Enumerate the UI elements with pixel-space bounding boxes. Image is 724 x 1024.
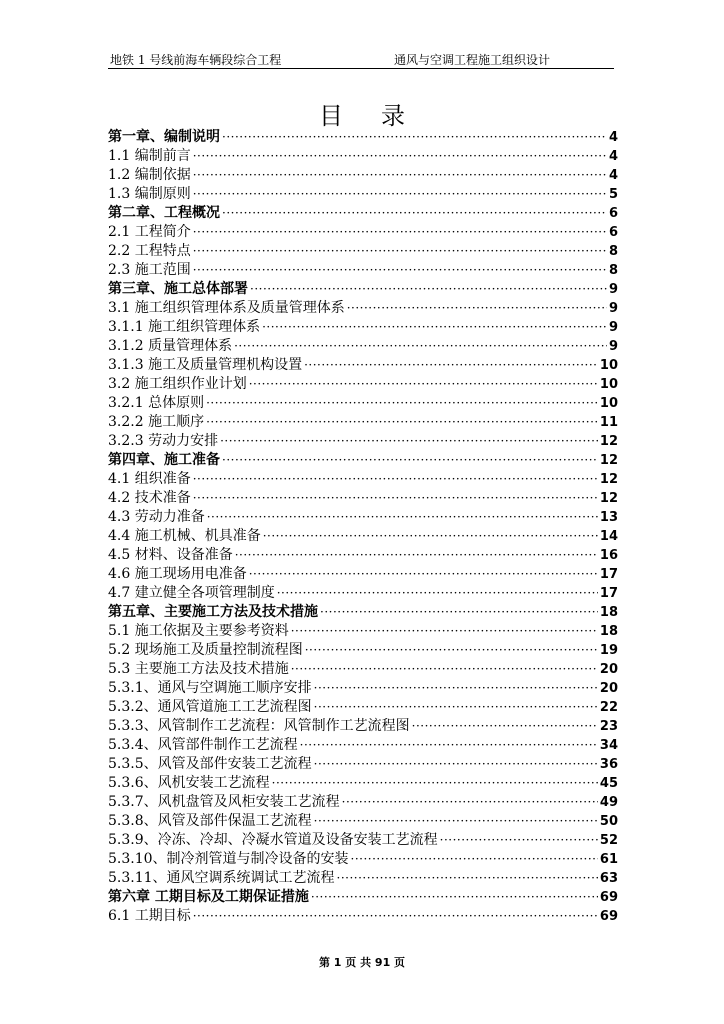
toc-section-entry[interactable] — [108, 679, 618, 698]
toc-dot-leader — [314, 755, 598, 774]
toc-entry-label: 2.1 工程简介 — [108, 224, 191, 240]
toc-entry-page-number: 49 — [599, 795, 618, 810]
page-header — [108, 48, 614, 69]
toc-entry-page-number: 18 — [599, 624, 618, 639]
toc-section-entry[interactable] — [108, 622, 618, 641]
toc-entry-page-number: 12 — [599, 434, 618, 449]
toc-entry-label: 4.3 劳动力准备 — [108, 509, 205, 525]
toc-entry-label: 5.1 施工依据及主要参考资料 — [108, 623, 289, 639]
page-title: 目录 — [319, 102, 443, 130]
toc-entry-label: 5.3.2、通风管道施工工艺流程图 — [108, 699, 312, 715]
toc-entry-label: 第一章、编制说明 — [108, 129, 220, 145]
toc-entry-page-number: 13 — [599, 510, 618, 525]
toc-chapter-entry[interactable] — [108, 451, 618, 470]
toc-entry-label: 3.1.2 质量管理体系 — [108, 338, 233, 354]
toc-dot-leader — [291, 622, 598, 641]
toc-entry-label: 5.3.10、制冷剂管道与制冷设备的安装 — [108, 851, 349, 867]
toc-section-entry[interactable] — [108, 698, 618, 717]
toc-dot-leader — [207, 508, 598, 527]
toc-entry-page-number: 16 — [599, 548, 618, 563]
toc-entry-page-number: 69 — [599, 890, 618, 905]
toc-section-entry[interactable] — [108, 337, 618, 356]
toc-entry-page-number: 10 — [599, 377, 618, 392]
toc-section-entry[interactable] — [108, 774, 618, 793]
toc-section-entry[interactable] — [108, 223, 618, 242]
toc-entry-label: 5.3.6、风机安装工艺流程 — [108, 775, 270, 791]
toc-entry-label: 6.1 工期目标 — [108, 908, 191, 924]
toc-entry-label: 3.1.3 施工及质量管理机构设置 — [108, 357, 303, 373]
toc-entry-label: 4.5 材料、设备准备 — [108, 547, 233, 563]
toc-dot-leader — [320, 603, 598, 622]
toc-entry-page-number: 50 — [599, 814, 618, 829]
toc-entry-label: 3.2 施工组织作业计划 — [108, 376, 247, 392]
toc-section-entry[interactable] — [108, 489, 618, 508]
toc-dot-leader — [263, 527, 598, 546]
toc-chapter-entry[interactable] — [108, 128, 618, 147]
toc-entry-page-number: 45 — [599, 776, 618, 791]
toc-dot-leader — [193, 147, 607, 166]
toc-entry-label: 4.7 建立健全各项管理制度 — [108, 585, 275, 601]
toc-dot-leader — [249, 565, 598, 584]
toc-entry-page-number: 11 — [599, 415, 618, 430]
toc-section-entry[interactable] — [108, 793, 618, 812]
toc-dot-leader — [347, 299, 607, 318]
toc-entry-page-number: 63 — [599, 871, 618, 886]
toc-chapter-entry[interactable] — [108, 280, 618, 299]
toc-entry-label: 3.1 施工组织管理体系及质量管理体系 — [108, 300, 345, 316]
toc-entry-label: 第二章、工程概况 — [108, 205, 220, 221]
toc-dot-leader — [272, 774, 598, 793]
toc-entry-page-number: 14 — [599, 529, 618, 544]
toc-entry-page-number: 17 — [599, 586, 618, 601]
toc-section-entry[interactable] — [108, 869, 618, 888]
toc-section-entry[interactable] — [108, 470, 618, 489]
toc-entry-page-number: 9 — [608, 301, 618, 316]
toc-chapter-entry[interactable] — [108, 204, 618, 223]
toc-entry-page-number: 20 — [599, 681, 618, 696]
toc-entry-label: 4.6 施工现场用电准备 — [108, 566, 247, 582]
toc-section-entry[interactable] — [108, 299, 618, 318]
toc-chapter-entry[interactable] — [108, 888, 618, 907]
toc-section-entry[interactable] — [108, 736, 618, 755]
toc-entry-label: 4.4 施工机械、机具准备 — [108, 528, 261, 544]
toc-dot-leader — [193, 489, 598, 508]
toc-entry-page-number: 10 — [599, 358, 618, 373]
page-footer: 第 1 页 共 91 页 — [318, 956, 406, 969]
toc-section-entry[interactable] — [108, 850, 618, 869]
toc-entry-page-number: 12 — [599, 472, 618, 487]
toc-entry-label: 5.3.5、风管及部件安装工艺流程 — [108, 756, 312, 772]
toc-entry-label: 第四章、施工准备 — [108, 452, 220, 468]
toc-entry-page-number: 9 — [608, 339, 618, 354]
toc-dot-leader — [314, 679, 598, 698]
toc-entry-page-number: 4 — [608, 168, 618, 183]
toc-dot-leader — [193, 470, 598, 489]
toc-dot-leader — [250, 280, 607, 299]
toc-entry-label: 5.2 现场施工及质量控制流程图 — [108, 642, 303, 658]
toc-entry-page-number: 4 — [608, 149, 618, 164]
toc-entry-page-number: 6 — [608, 225, 618, 240]
toc-entry-page-number: 12 — [599, 491, 618, 506]
toc-section-entry[interactable] — [108, 660, 618, 679]
toc-entry-label: 5.3.8、风管及部件保温工艺流程 — [108, 813, 312, 829]
toc-entry-label: 5.3.1、通风与空调施工顺序安排 — [108, 680, 312, 696]
toc-dot-leader — [342, 793, 598, 812]
toc-entry-label: 5.3.9、冷冻、冷却、冷凝水管道及设备安装工艺流程 — [108, 832, 438, 848]
toc-section-entry[interactable] — [108, 527, 618, 546]
toc-entry-label: 2.3 施工范围 — [108, 262, 191, 278]
toc-dot-leader — [206, 394, 598, 413]
toc-entry-label: 4.2 技术准备 — [108, 490, 191, 506]
toc-entry-page-number: 19 — [599, 643, 618, 658]
toc-dot-leader — [351, 850, 598, 869]
header-project-name: 地铁 1 号线前海车辆段综合工程 — [110, 53, 282, 67]
toc-dot-leader — [412, 717, 598, 736]
toc-entry-label: 1.1 编制前言 — [108, 148, 191, 164]
toc-dot-leader — [222, 128, 607, 147]
toc-entry-label: 2.2 工程特点 — [108, 243, 191, 259]
toc-entry-label: 4.1 组织准备 — [108, 471, 191, 487]
toc-section-entry[interactable] — [108, 584, 618, 603]
toc-dot-leader — [440, 831, 598, 850]
toc-section-entry[interactable] — [108, 755, 618, 774]
toc-section-entry[interactable] — [108, 413, 618, 432]
toc-entry-label: 第三章、施工总体部署 — [108, 281, 248, 297]
toc-dot-leader — [220, 432, 598, 451]
toc-entry-label: 5.3 主要施工方法及技术措施 — [108, 661, 289, 677]
toc-dot-leader — [193, 242, 607, 261]
toc-section-entry[interactable] — [108, 831, 618, 850]
toc-dot-leader — [235, 546, 598, 565]
toc-dot-leader — [314, 812, 598, 831]
toc-entry-page-number: 9 — [608, 282, 618, 297]
toc-section-entry[interactable] — [108, 432, 618, 451]
toc-dot-leader — [305, 641, 598, 660]
toc-section-entry[interactable] — [108, 641, 618, 660]
toc-section-entry[interactable] — [108, 356, 618, 375]
toc-section-entry[interactable] — [108, 717, 618, 736]
toc-dot-leader — [291, 660, 598, 679]
toc-entry-page-number: 34 — [599, 738, 618, 753]
toc-section-entry[interactable] — [108, 318, 618, 337]
toc-entry-label: 3.1.1 施工组织管理体系 — [108, 319, 261, 335]
toc-dot-leader — [193, 261, 607, 280]
toc-dot-leader — [222, 451, 598, 470]
toc-section-entry[interactable] — [108, 375, 618, 394]
toc-entry-page-number: 69 — [599, 909, 618, 924]
toc-dot-leader — [311, 888, 598, 907]
toc-dot-leader — [193, 907, 598, 926]
toc-dot-leader — [304, 356, 598, 375]
toc-section-entry[interactable] — [108, 242, 618, 261]
toc-entry-page-number: 5 — [608, 187, 618, 202]
toc-dot-leader — [277, 584, 598, 603]
toc-section-entry[interactable] — [108, 565, 618, 584]
header-document-name: 通风与空调工程施工组织设计 — [394, 53, 551, 67]
toc-dot-leader — [193, 185, 607, 204]
toc-dot-leader — [249, 375, 598, 394]
toc-entry-page-number: 18 — [599, 605, 618, 620]
toc-section-entry[interactable] — [108, 546, 618, 565]
toc-entry-label: 3.2.3 劳动力安排 — [108, 433, 219, 449]
toc-section-entry[interactable] — [108, 261, 618, 280]
toc-entry-page-number: 22 — [599, 700, 618, 715]
toc-dot-leader — [193, 166, 607, 185]
toc-section-entry[interactable] — [108, 508, 618, 527]
toc-entry-page-number: 23 — [599, 719, 618, 734]
toc-entry-page-number: 6 — [608, 206, 618, 221]
toc-section-entry[interactable] — [108, 147, 618, 166]
toc-entry-label: 1.2 编制依据 — [108, 167, 191, 183]
toc-dot-leader — [262, 318, 607, 337]
toc-dot-leader — [314, 698, 598, 717]
toc-entry-label: 5.3.4、风管部件制作工艺流程 — [108, 737, 298, 753]
toc-section-entry[interactable] — [108, 812, 618, 831]
toc-dot-leader — [222, 204, 607, 223]
toc-dot-leader — [337, 869, 598, 888]
toc-section-entry[interactable] — [108, 185, 618, 204]
toc-entry-label: 5.3.11、通风空调系统调试工艺流程 — [108, 870, 335, 886]
toc-entry-label: 1.3 编制原则 — [108, 186, 191, 202]
toc-entry-label: 第五章、主要施工方法及技术措施 — [108, 604, 318, 620]
toc-entry-label: 第六章 工期目标及工期保证措施 — [108, 889, 309, 905]
toc-chapter-entry[interactable] — [108, 603, 618, 622]
toc-entry-page-number: 61 — [599, 852, 618, 867]
toc-entry-page-number: 52 — [599, 833, 618, 848]
toc-entry-page-number: 17 — [599, 567, 618, 582]
toc-entry-page-number: 4 — [608, 130, 618, 145]
toc-dot-leader — [234, 337, 607, 356]
toc-section-entry[interactable] — [108, 394, 618, 413]
toc-section-entry[interactable] — [108, 907, 618, 926]
toc-dot-leader — [206, 413, 598, 432]
toc-entry-page-number: 20 — [599, 662, 618, 677]
toc-entry-page-number: 8 — [608, 263, 618, 278]
toc-entry-label: 5.3.3、风管制作工艺流程：风管制作工艺流程图 — [108, 718, 410, 734]
toc-entry-label: 5.3.7、风机盘管及风柜安装工艺流程 — [108, 794, 340, 810]
toc-entry-page-number: 36 — [599, 757, 618, 772]
table-of-contents — [108, 128, 618, 926]
toc-section-entry[interactable] — [108, 166, 618, 185]
toc-dot-leader — [193, 223, 607, 242]
toc-entry-page-number: 10 — [599, 396, 618, 411]
toc-entry-page-number: 9 — [608, 320, 618, 335]
toc-entry-page-number: 12 — [599, 453, 618, 468]
toc-entry-page-number: 8 — [608, 244, 618, 259]
toc-dot-leader — [300, 736, 598, 755]
toc-entry-label: 3.2.2 施工顺序 — [108, 414, 205, 430]
toc-entry-label: 3.2.1 总体原则 — [108, 395, 205, 411]
